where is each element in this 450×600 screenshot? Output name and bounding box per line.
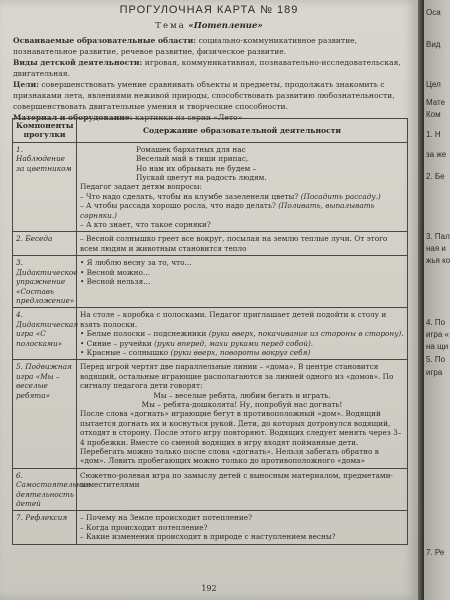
topic-label: Тема: [155, 21, 186, 31]
adjacent-page-fragment: жья ко: [426, 256, 450, 265]
content-line: [80, 523, 404, 532]
row-content: [77, 308, 408, 360]
adjacent-page-fragment: игра «: [426, 330, 449, 339]
table-row: [13, 256, 408, 308]
content-text: – А чтобы рассада хорошо росла, что надо делать?: [80, 201, 276, 211]
adjacent-page-edge: [424, 0, 450, 600]
goal-text: совершенствовать умение сравнивать объекты и предметы, продолжать знакомить с признаками лета, явлениями неживой природы, способствовать развитию любознательности, совершенствовать двигательные умения и творческие способности.: [13, 80, 395, 111]
content-text: Педагог задает детям вопросы:: [80, 182, 202, 192]
content-note: (руки вверх, повороты вокруг себя): [170, 347, 311, 357]
content-text: Перед игрой чертят две параллельные линии – «дома». В центре становится водящий, остальные играющие располагаются за линией одного из «домов». По сигналу педагога дети говорят:: [80, 362, 394, 391]
areas-label: Осваиваемые образовательные области:: [13, 36, 197, 45]
content-line: [80, 234, 404, 253]
row-content: [77, 360, 408, 468]
adjacent-page-fragment: Мате: [426, 98, 446, 107]
content-text: • Весной нельзя…: [80, 277, 151, 287]
adjacent-page-fragment: Оса: [426, 8, 441, 17]
poem-line: Ромашек бархатных для нас: [136, 144, 246, 154]
content-text: • Красные – солнышко: [80, 347, 169, 357]
content-note: (Посадить рассаду.): [300, 191, 381, 201]
content-text: – А кто знает, что такое сорняки?: [80, 220, 211, 230]
adjacent-page-fragment: за же: [426, 150, 447, 159]
table-row: [13, 232, 408, 256]
row-content: [77, 256, 408, 308]
row-component: 4. Дидактическая игра «С полосками»: [13, 308, 77, 360]
areas-paragraph: [13, 36, 411, 57]
intro-block: [13, 36, 411, 125]
activity-paragraph: [13, 58, 411, 79]
content-line: [80, 268, 404, 277]
content-line: [80, 329, 404, 338]
content-text: – Весной солнышко греет все вокруг, посылая на землю теплые лучи. От этого всем людям и животным становится тепло: [80, 234, 388, 253]
components-header: Компоненты прогулки: [13, 119, 77, 143]
adjacent-page-fragment: 7. Ре: [426, 548, 445, 557]
content-line: [80, 310, 404, 329]
row-component: 6. Самостоятельная деятельность детей: [13, 468, 77, 511]
table-row: [13, 142, 408, 232]
row-content: [77, 511, 408, 544]
adjacent-page-fragment: Цел: [426, 80, 441, 89]
row-component: 7. Рефлексия: [13, 511, 77, 544]
adjacent-page-fragment: ная и: [426, 244, 446, 253]
content-line: [80, 258, 404, 267]
content-line: [80, 348, 404, 357]
table-row: [13, 468, 408, 511]
content-text: На столе – коробка с полосками. Педагог приглашает детей подойти к столу и взять полоски.: [80, 310, 387, 329]
content-text: Мы – веселые ребята, любим бегать и играть.: [153, 390, 331, 400]
content-line: [80, 513, 404, 522]
content-line: [80, 201, 404, 220]
content-line: [80, 362, 404, 390]
materials-label: Материал и оборудование:: [13, 113, 133, 123]
materials-text: картинки из серии «Лето»: [134, 113, 243, 123]
table-row: [13, 360, 408, 468]
adjacent-page-fragment: 2. Бе: [426, 172, 445, 181]
poem-line: Пускай цветут на радость людям.: [136, 173, 267, 183]
content-text: – Какие изменения происходят в природе с наступлением весны?: [80, 532, 336, 542]
poem-line: Но нам их обрывать не будем –: [136, 163, 257, 173]
content-line: [80, 409, 404, 465]
table-header-row: [13, 119, 408, 143]
content-line: [80, 532, 404, 541]
areas-text: социально-коммуникативное развитие, познавательное развитие, речевое развитие, физическое развитие.: [13, 36, 358, 56]
poem-line: Веселый май в тиши припас,: [136, 154, 249, 164]
topic-line: [0, 21, 418, 31]
content-text: Мы – ребята-дошколята! Ну, попробуй нас догнать!: [141, 399, 343, 409]
adjacent-page-fragment: Ком: [426, 110, 441, 119]
content-text: • Белые полоски – подснежники: [80, 329, 207, 339]
goal-label: Цели:: [13, 80, 39, 90]
row-component: 1. Наблюдение за цветником: [13, 142, 77, 232]
content-note: (руки вперед, махи руками перед собой).: [154, 338, 314, 348]
table-body: [13, 142, 408, 544]
row-content: [77, 468, 408, 511]
content-text: – Почему на Земле происходит потепление?: [80, 513, 252, 523]
adjacent-page-fragment: 1. Н: [426, 130, 441, 139]
content-line: [80, 339, 404, 348]
content-text: После слова «догнать» играющие бегут в противоположный «дом». Водящий пытается догнать их и коснуться рукой. Дети, до которых дотронулся водящий, отходят в сторону. После этого игру повторяют. Водящих следует менять через 3–4 пробежки. Вместе со сменой водящих в игру входят пойманные дети. Перебегать можно только после слова «догнать». Нельзя забегать обратно в «дом». Ловить пробегающих можно только до противоположного «дома»: [80, 409, 402, 466]
adjacent-page-fragment: 5. По: [426, 355, 446, 364]
content-text: – Когда происходит потепление?: [80, 522, 208, 532]
page-number: 192: [201, 584, 217, 593]
activity-text: игровая, коммуникативная, познавательно-исследовательская, двигательная.: [13, 58, 401, 78]
topic-value: «Потепление»: [188, 21, 263, 31]
content-line: [80, 471, 404, 490]
goal-paragraph: [13, 80, 411, 112]
card-title: ПРОГУЛОЧНАЯ КАРТА № 189: [119, 4, 299, 16]
content-header: Содержание образовательной деятельности: [77, 119, 408, 143]
row-content: [77, 142, 408, 232]
adjacent-page-fragment: 3. Пал: [426, 232, 450, 241]
adjacent-page-fragment: игра: [426, 368, 443, 377]
content-line: [80, 182, 404, 191]
row-component: 5. Подвижная игра «Мы – веселые ребята»: [13, 360, 77, 468]
content-note: (руки вверх, покачивание из стороны в сторону).: [208, 329, 404, 339]
content-text: Сюжетно-ролевая игра по замыслу детей с выносным материалом, предметами-заместителями: [80, 470, 393, 490]
row-component: 3. Дидактическое упражнение «Составь предложение»: [13, 256, 77, 308]
content-line: [80, 220, 404, 229]
adjacent-page-fragment: 4. По: [426, 318, 446, 327]
walk-plan-table: [12, 118, 408, 545]
adjacent-page-fragment: на щи: [426, 342, 449, 351]
content-note: (Поливать, выпалывать сорняки.): [80, 201, 375, 220]
row-content: [77, 232, 408, 256]
content-text: • Весной можно…: [80, 267, 151, 277]
content-text: – Что надо сделать, чтобы на клумбе зазеленели цветы?: [80, 191, 299, 201]
content-line: [80, 391, 404, 400]
adjacent-page-fragment: Вид: [426, 40, 441, 49]
row-component: 2. Беседа: [13, 232, 77, 256]
table-row: [13, 511, 408, 544]
activity-label: Виды детской деятельности:: [13, 58, 143, 68]
content-text: • Синие – ручейки: [80, 338, 152, 348]
table-row: [13, 308, 408, 360]
content-line: [80, 277, 404, 286]
content-line: [80, 192, 404, 201]
content-line: [80, 400, 404, 409]
content-text: • Я люблю весну за то, что…: [80, 258, 192, 268]
